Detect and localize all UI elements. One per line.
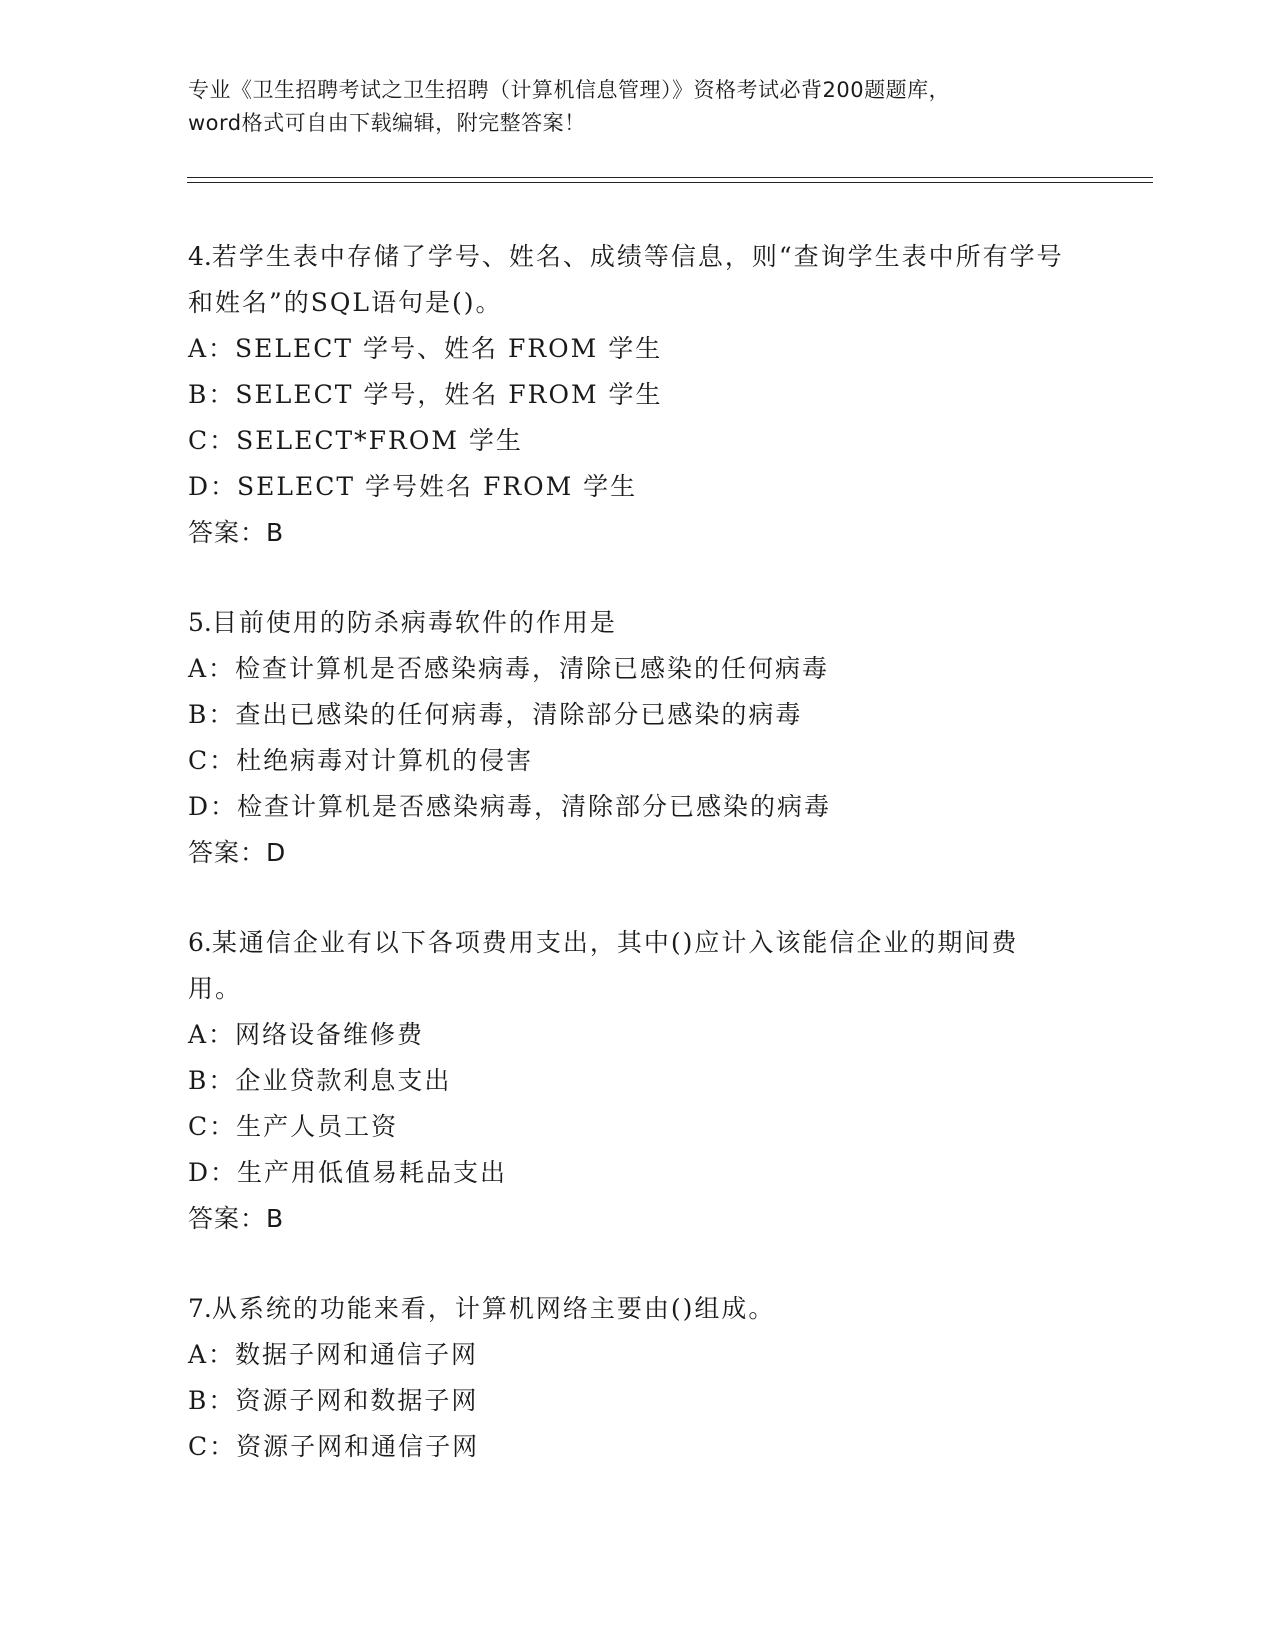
document-header	[188, 74, 1088, 140]
option-d: D：生产用低值易耗品支出	[188, 1158, 508, 1187]
option-c: C：SELECT*FROM 学生	[188, 426, 523, 455]
option-b: B：查出已感染的任何病毒，清除部分已感染的病毒	[188, 700, 803, 729]
answer: 答案：B	[188, 1204, 285, 1233]
option-a: A：数据子网和通信子网	[188, 1340, 479, 1369]
question-stem: 某通信企业有以下各项费用支出，其中()应计入该能信企业的期间费用。	[188, 928, 1019, 1003]
header-divider-bottom	[187, 182, 1153, 183]
question-text	[188, 920, 1068, 1012]
option-c: C：资源子网和通信子网	[188, 1432, 480, 1461]
question-number: 4.	[188, 242, 212, 271]
question-number: 5.	[188, 608, 212, 637]
header-line-2: word格式可自由下载编辑，附完整答案！	[188, 111, 586, 135]
question-6	[188, 920, 1068, 1242]
option-d: D：SELECT 学号姓名 FROM 学生	[188, 472, 638, 501]
option-b: B：资源子网和数据子网	[188, 1386, 479, 1415]
question-number: 7.	[188, 1294, 212, 1323]
question-5	[188, 600, 1068, 876]
question-list	[188, 234, 1068, 1514]
option-a: A：网络设备维修费	[188, 1020, 425, 1049]
question-7	[188, 1286, 1068, 1470]
option-c: C：生产人员工资	[188, 1112, 399, 1141]
question-stem: 若学生表中存储了学号、姓名、成绩等信息，则“查询学生表中所有学号和姓名”的SQL语句是()。	[188, 242, 1064, 317]
option-a: A：检查计算机是否感染病毒，清除已感染的任何病毒	[188, 654, 830, 683]
header-line-1: 专业《卫生招聘考试之卫生招聘（计算机信息管理）》资格考试必背200题题库，	[188, 78, 951, 102]
question-number: 6.	[188, 928, 212, 957]
question-text	[188, 234, 1068, 326]
question-stem: 目前使用的防杀病毒软件的作用是	[211, 608, 617, 637]
question-text	[188, 600, 1068, 646]
option-c: C：杜绝病毒对计算机的侵害	[188, 746, 534, 775]
question-stem: 从系统的功能来看，计算机网络主要由()组成。	[211, 1294, 776, 1323]
answer: 答案：B	[188, 518, 285, 547]
option-d: D：检查计算机是否感染病毒，清除部分已感染的病毒	[188, 792, 832, 821]
option-a: A：SELECT 学号、姓名 FROM 学生	[188, 334, 663, 363]
question-text	[188, 1286, 1068, 1332]
answer: 答案：D	[188, 838, 287, 867]
option-b: B：SELECT 学号，姓名 FROM 学生	[188, 380, 663, 409]
option-b: B：企业贷款利息支出	[188, 1066, 452, 1095]
question-4	[188, 234, 1068, 556]
header-divider-top	[187, 177, 1153, 178]
